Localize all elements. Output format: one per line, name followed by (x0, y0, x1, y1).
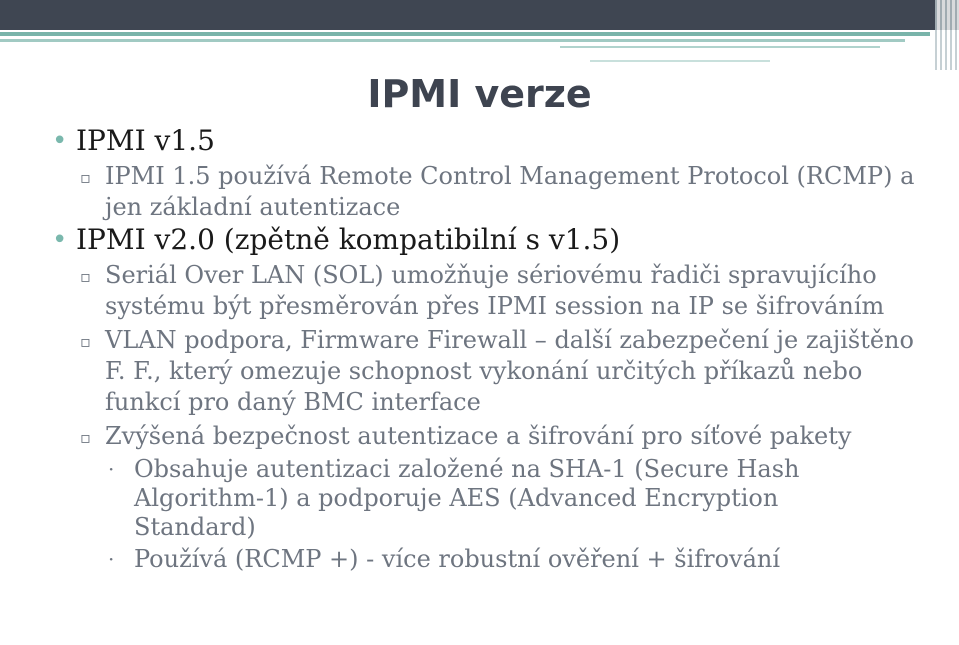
decor-stripe (590, 60, 770, 62)
bullet-text: IPMI v2.0 (zpětně kompatibilní s v1.5) (76, 223, 621, 256)
decor-stripe (0, 32, 930, 36)
sub-bullet-rcmp (0, 161, 959, 223)
bullet-dot-icon: • (52, 225, 68, 255)
sub-bullet-text: IPMI 1.5 používá Remote Control Management Protocol (RCMP) a jen základní autentizace (105, 162, 915, 221)
sub-sub-bullet-text: Obsahuje autentizaci založené na SHA-1 (Secure Hash Algorithm-1) a podporuje AES (Advanced Encryption Standard) (134, 455, 800, 541)
slide-content (0, 124, 959, 574)
square-bullet-icon: ▫ (80, 168, 91, 187)
sub-bullet-sol (0, 260, 959, 322)
bullet-dot-icon: • (52, 126, 68, 156)
sub-bullet-text: VLAN podpora, Firmware Firewall – další zabezpečení je zajištěno F. F., který omezuje schopnost vykonání určitých příkazů nebo funkcí pro daný BMC interface (105, 326, 914, 416)
sub-sub-bullet-rcmp-plus (0, 545, 959, 574)
decor-stripe (0, 39, 905, 42)
slide-title: IPMI verze (367, 72, 592, 116)
sub-bullet-security (0, 421, 959, 452)
square-bullet-icon: ▫ (80, 428, 91, 447)
sub-bullet-text: Zvýšená bezpečnost autentizace a šifrování pro síťové pakety (105, 422, 852, 450)
bullet-text: IPMI v1.5 (76, 124, 215, 157)
sub-sub-bullet-text: Používá (RCMP +) - více robustní ověření + šifrování (134, 545, 781, 573)
dot-bullet-icon: · (108, 457, 115, 481)
bullet-ipmi-v20 (0, 223, 959, 257)
header-band (0, 0, 959, 30)
sub-sub-bullet-sha1 (0, 455, 959, 542)
sub-bullet-vlan (0, 325, 959, 418)
decor-stripe (560, 46, 880, 48)
bullet-ipmi-v15 (0, 124, 959, 158)
decor-lines (935, 0, 959, 70)
dot-bullet-icon: · (108, 547, 115, 571)
square-bullet-icon: ▫ (80, 332, 91, 351)
sub-bullet-text: Seriál Over LAN (SOL) umožňuje sériovému řadiči spravujícího systému být přesměrován přes IPMI session na IP se šifrováním (105, 261, 885, 320)
square-bullet-icon: ▫ (80, 267, 91, 286)
